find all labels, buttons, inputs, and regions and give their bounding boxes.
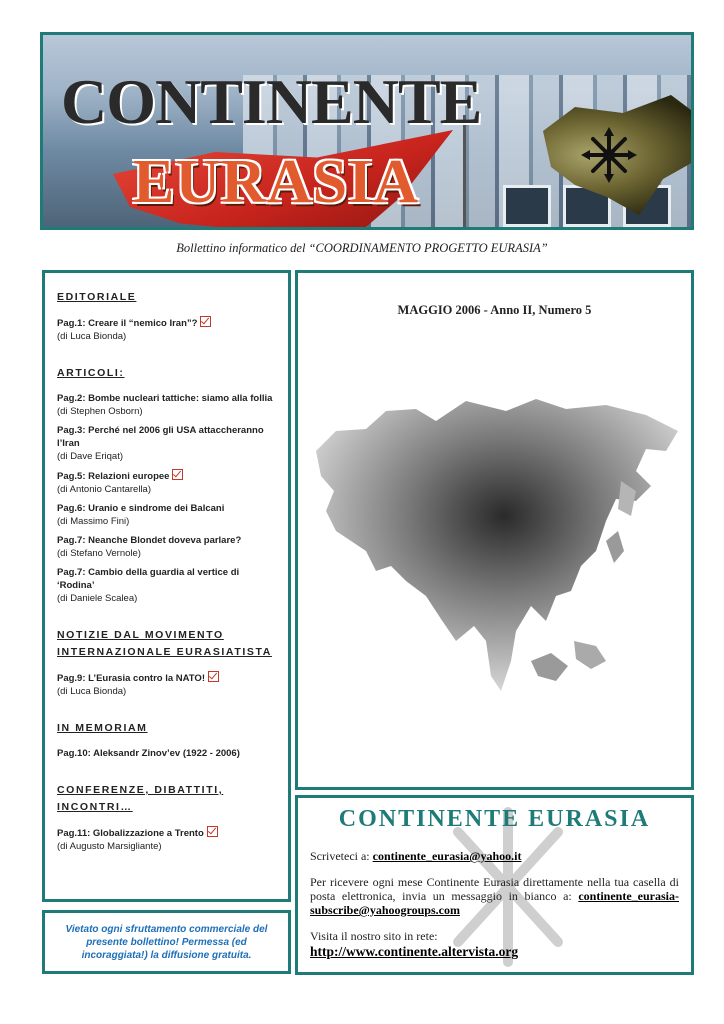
toc-item-title: Pag.6: Uranio e sindrome dei Balcani: [57, 503, 225, 514]
toc-item-title: Pag.2: Bombe nucleari tattiche: siamo alla follia: [57, 393, 273, 404]
toc-section: [57, 365, 274, 605]
toc-item-title: Pag.9: L’Eurasia contro la NATO!: [57, 673, 205, 684]
chaos-star-icon: [581, 127, 637, 183]
toc-item-title: Pag.1: Creare il “nemico Iran”?: [57, 318, 198, 329]
toc-item-author: (di Stefano Vernole): [57, 548, 141, 559]
toc-item[interactable]: [57, 424, 274, 463]
toc-item[interactable]: [57, 826, 274, 853]
toc-item[interactable]: [57, 469, 274, 496]
contact-email-label: Scriveteci a:: [310, 849, 373, 863]
toc-item[interactable]: [57, 671, 274, 698]
site-label: Visita il nostro sito in rete:: [310, 929, 438, 943]
toc-item[interactable]: [57, 316, 274, 343]
toc-item-title: Pag.7: Cambio della guardia al vertice di ‘Rodina’: [57, 567, 240, 591]
toc-section-title: ARTICOLI:: [57, 367, 125, 379]
checkbox-icon: [207, 826, 218, 837]
toc-section-title: NOTIZIE DAL MOVIMENTO INTERNAZIONALE EURASIATISTA: [57, 629, 272, 658]
toc-item-title: Pag.5: Relazioni europee: [57, 471, 170, 482]
cover-map-box: [295, 270, 694, 790]
toc-item[interactable]: [57, 534, 274, 560]
toc-item[interactable]: [57, 502, 274, 528]
subscribe-email-link[interactable]: continente_eurasia-subscribe@yahoogroups.com: [310, 889, 679, 917]
toc-section: [57, 782, 274, 853]
toc-item-author: (di Daniele Scalea): [57, 593, 138, 604]
toc-section-title: IN MEMORIAM: [57, 722, 148, 734]
toc-item-author: (di Luca Bionda): [57, 331, 127, 342]
toc-item-title: Pag.7: Neanche Blondet doveva parlare?: [57, 535, 242, 546]
masthead-title-line2: EURASIA: [133, 148, 420, 216]
site-url-line: [310, 945, 679, 959]
toc-item-author: (di Augusto Marsigliante): [57, 841, 162, 852]
header-banner: [40, 32, 694, 230]
subscribe-text: Per ricevere ogni mese Continente Eurasia direttamente nella tua casella di posta elettronica, invia un messaggio in bianco a:: [310, 875, 679, 903]
toc-section-title: EDITORIALE: [57, 291, 137, 303]
toc-section-title: CONFERENZE, DIBATTITI, INCONTRI…: [57, 784, 224, 813]
toc-section: [57, 720, 274, 760]
toc-item-title: Pag.3: Perché nel 2006 gli USA attaccheranno l’Iran: [57, 425, 264, 449]
checkbox-icon: [172, 469, 183, 480]
toc-item[interactable]: [57, 392, 274, 418]
disclaimer-text: Vietato ogni sfruttamento commerciale del presente bollettino! Permessa (ed incoraggiata!) la diffusione gratuita.: [65, 924, 268, 961]
table-of-contents: [42, 270, 291, 902]
toc-item[interactable]: [57, 566, 274, 605]
disclaimer-box: [42, 910, 291, 974]
building-window: [503, 185, 551, 227]
toc-item-title: Pag.10: Aleksandr Zinov’ev (1922 - 2006): [57, 748, 240, 759]
site-url-link[interactable]: http://www.continente.altervista.org: [310, 944, 519, 959]
toc-item-title: Pag.11: Globalizzazione a Trento: [57, 828, 204, 839]
toc-item-author: (di Luca Bionda): [57, 686, 127, 697]
masthead-subtitle: Bollettino informatico del “COORDINAMENTO PROGETTO EURASIA”: [176, 241, 548, 255]
contact-title: CONTINENTE EURASIA: [338, 806, 651, 832]
checkbox-icon: [208, 671, 219, 682]
toc-section: [57, 627, 274, 698]
toc-section: [57, 289, 274, 343]
toc-item-author: (di Stephen Osborn): [57, 406, 143, 417]
contact-box: [295, 795, 694, 975]
toc-item-author: (di Antonio Cantarella): [57, 484, 151, 495]
toc-item-author: (di Dave Eriqat): [57, 451, 123, 462]
masthead-title-line1: CONTINENTE: [61, 66, 482, 137]
subscribe-paragraph: [310, 875, 679, 917]
eurasia-map-image: [306, 391, 686, 711]
checkbox-icon: [200, 316, 211, 327]
toc-item-author: (di Massimo Fini): [57, 516, 130, 527]
contact-email-link[interactable]: continente_eurasia@yahoo.it: [372, 849, 522, 863]
contact-email-line: [310, 849, 679, 863]
toc-item[interactable]: [57, 747, 274, 760]
issue-date: MAGGIO 2006 - Anno II, Numero 5: [397, 303, 592, 317]
